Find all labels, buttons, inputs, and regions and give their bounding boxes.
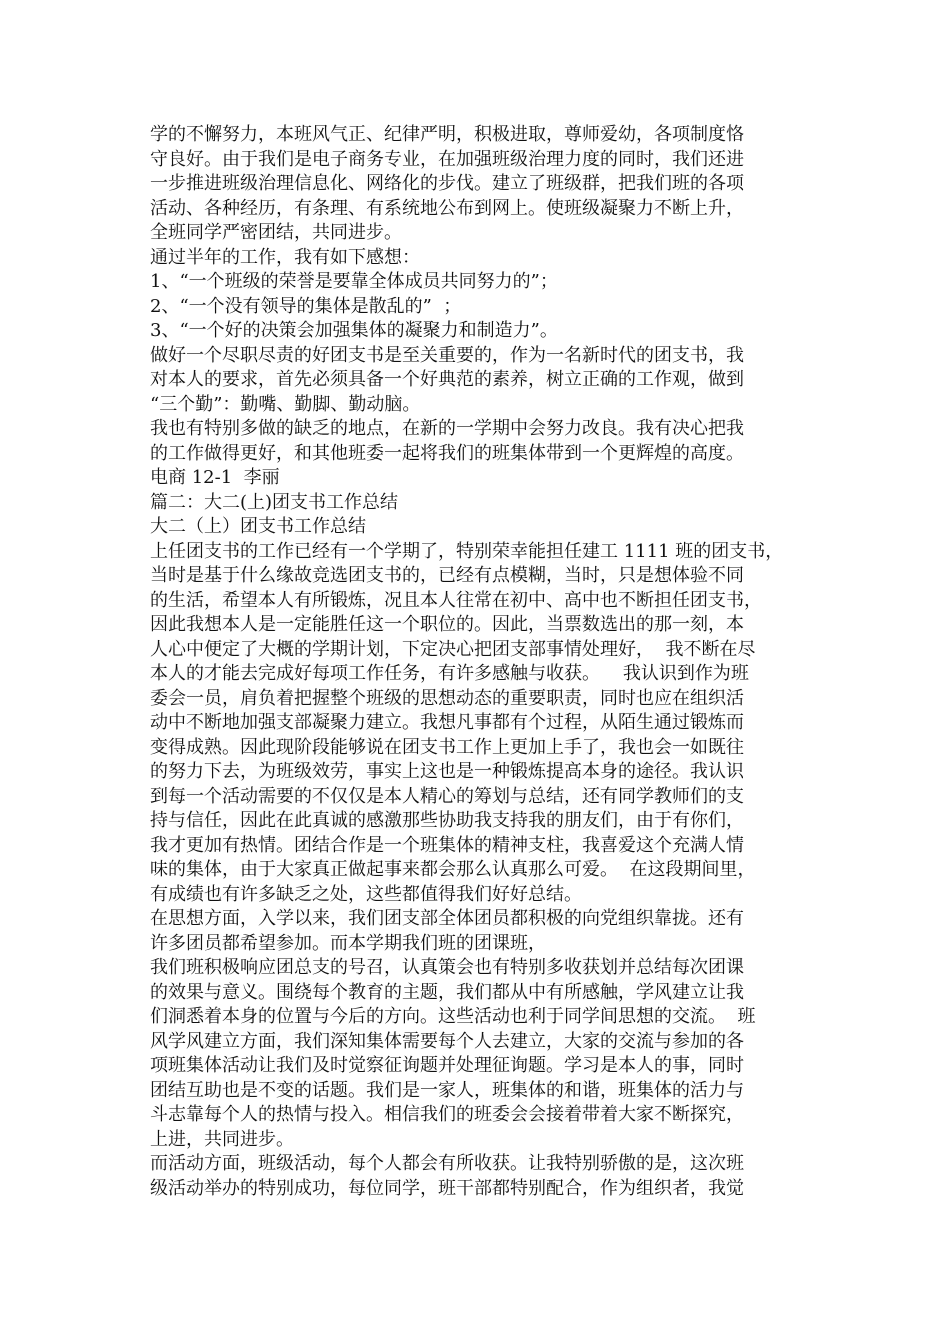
text-line: 味的集体，由于大家真正做起事来都会那么认真那么可爱。 在这段期间里，: [150, 859, 756, 880]
author-signature: 电商 12-1 李丽: [150, 467, 280, 488]
text-line: 对本人的要求，首先必须具备一个好典范的素养，树立正确的工作观，做到: [150, 369, 744, 390]
text-line: 本人的才能去完成好每项工作任务，有许多感触与收获。 我认识到作为班: [150, 663, 749, 684]
text-line: 动中不断地加强支部凝聚力建立。我想凡事都有个过程，从陌生通过锻炼而: [150, 712, 744, 733]
text-line: 到每一个活动需要的不仅仅是本人精心的筹划与总结，还有同学教师们的支: [150, 785, 744, 807]
text-line: 通过半年的工作，我有如下感想：: [150, 246, 420, 268]
text-line: 而活动方面，班级活动，每个人都会有所收获。让我特别骄傲的是，这次班: [150, 1153, 744, 1174]
text-line: 的效果与意义。围绕每个教育的主题，我们都从中有所感触，学风建立让我: [150, 981, 744, 1003]
text-line: 一步推进班级治理信息化、网络化的步伐。建立了班级群，把我们班的各项: [150, 173, 744, 194]
text-line: 项班集体活动让我们及时觉察征询题并处理征询题。学习是本人的事，同时: [150, 1055, 744, 1076]
document-title: 大二（上）团支书工作总结: [150, 516, 366, 537]
text-line: 变得成熟。因此现阶段能够说在团支书工作上更加上手了，我也会一如既往: [150, 736, 744, 758]
text-line: 因此我想本人是一定能胜任这一个职位的。因此，当票数选出的那一刻，本: [150, 614, 744, 635]
text-line: 的努力下去，为班级效劳，事实上这也是一种锻炼提高本身的途径。我认识: [150, 761, 744, 782]
text-line: 3、“一个好的决策会加强集体的凝聚力和制造力”。: [150, 320, 558, 341]
text-line: 上任团支书的工作已经有一个学期了，特别荣幸能担任建工 1111 班的团支书，: [150, 540, 784, 562]
text-line: 在思想方面，入学以来，我们团支部全体团员都积极的向党组织靠拢。还有: [150, 908, 744, 929]
text-line: 学的不懈努力，本班风气正、纪律严明，积极进取，尊师爱幼，各项制度恪: [150, 124, 744, 145]
text-line: 守良好。由于我们是电子商务专业，在加强班级治理力度的同时，我们还进: [150, 148, 744, 170]
text-line: 团结互助也是不变的话题。我们是一家人，班集体的和谐，班集体的活力与: [150, 1079, 744, 1101]
text-line: 我们班积极响应团总支的号召，认真策会也有特别多收获划并总结每次团课: [150, 957, 744, 978]
text-line: 1、“一个班级的荣誉是要靠全体成员共同努力的”；: [150, 271, 558, 292]
text-line: 做好一个尽职尽责的好团支书是至关重要的，作为一名新时代的团支书，我: [150, 344, 744, 366]
text-line: 斗志靠每个人的热情与投入。相信我们的班委会会接着带着大家不断探究，: [150, 1104, 744, 1125]
text-line: 我也有特别多做的缺乏的地点，在新的一学期中会努力改良。我有决心把我: [150, 418, 744, 439]
text-line: 全班同学严密团结，共同进步。: [150, 222, 402, 243]
section-heading: 篇二：大二(上)团支书工作总结: [150, 491, 399, 513]
text-line: 许多团员都希望参加。而本学期我们班的团课班，: [150, 932, 546, 954]
text-line: 上进，共同进步。: [150, 1128, 294, 1150]
text-line: 们洞悉着本身的位置与今后的方向。这些活动也利于同学间思想的交流。 班: [150, 1006, 756, 1027]
text-line: 的工作做得更好，和其他班委一起将我们的班集体带到一个更辉煌的高度。: [150, 442, 744, 464]
text-line: 风学风建立方面，我们深知集体需要每个人去建立，大家的交流与参加的各: [150, 1030, 744, 1052]
text-line: 2、“一个没有领导的集体是散乱的” ；: [150, 295, 462, 317]
text-line: 的生活，希望本人有所锻炼，况且本人往常在初中、高中也不断担任团支书，: [150, 589, 762, 611]
text-line: 活动、各种经历，有条理、有系统地公布到网上。使班级凝聚力不断上升，: [150, 197, 744, 219]
text-line: 有成绩也有许多缺乏之处，这些都值得我们好好总结。: [150, 883, 582, 905]
text-line: 持与信任，因此在此真诚的感激那些协助我支持我的朋友们，由于有你们，: [150, 810, 744, 831]
document-body: [150, 123, 800, 1201]
text-line: 当时是基于什么缘故竞选团支书的，已经有点模糊，当时，只是想体验不同: [150, 565, 744, 586]
text-line: 人心中便定了大概的学期计划，下定决心把团支部事情处理好， 我不断在尽: [150, 638, 756, 660]
text-line: 委会一员，肩负着把握整个班级的思想动态的重要职责，同时也应在组织活: [150, 687, 744, 709]
text-line: “三个勤”：勤嘴、勤脚、勤动脑。: [150, 393, 421, 415]
text-line: 我才更加有热情。团结合作是一个班集体的精神支柱，我喜爱这个充满人情: [150, 834, 744, 856]
text-line: 级活动举办的特别成功，每位同学，班干部都特别配合，作为组织者，我觉: [150, 1177, 744, 1199]
